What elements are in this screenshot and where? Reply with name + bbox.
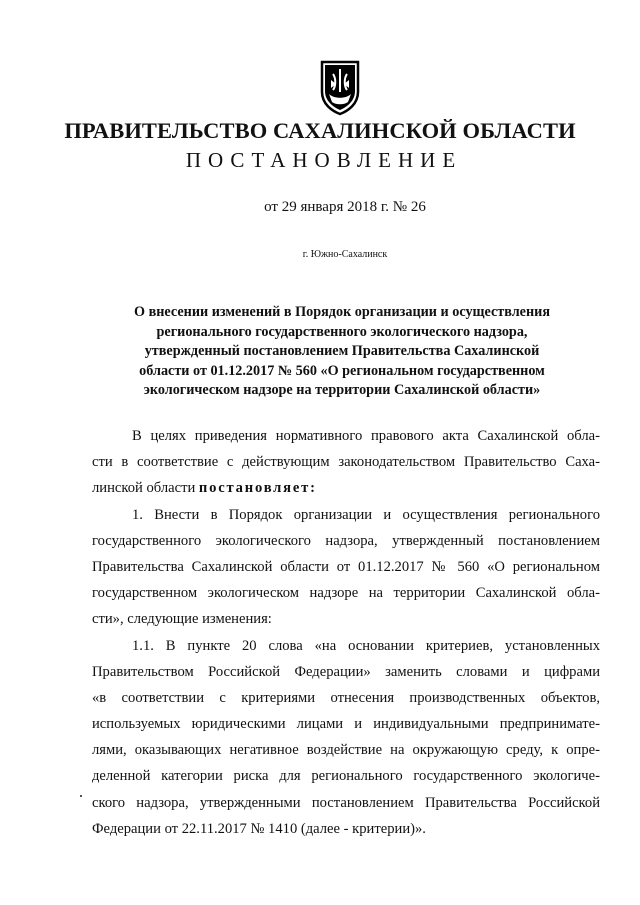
subject-line: регионального государственного экологического надзора,: [156, 323, 528, 340]
document-type: ПОСТАНОВЛЕНИЕ: [185, 148, 463, 172]
text-line: лями, оказывающих негативное воздействие на окружающую среду, к опре-: [92, 742, 600, 759]
government-title: ПРАВИТЕЛЬСТВО САХАЛИНСКОЙ ОБЛАСТИ: [64, 118, 576, 143]
subject-line: экологическом надзоре на территории Сахалинской области»: [143, 382, 541, 398]
text-line: Правительством Российской Федерации» заменить словами и цифрами: [92, 663, 600, 680]
text-line: ского надзора, утвержденными постановлением Правительства Российской: [92, 794, 600, 811]
subject-line: утвержденный постановлением Правительства Сахалинской: [144, 343, 540, 359]
text-line: В целях приведения нормативного правового акта Сахалинской обла-: [132, 428, 600, 444]
text-fragment: линской области: [92, 480, 199, 497]
text-line: используемых юридическими лицами и индивидуальными предпринимате-: [92, 716, 600, 733]
text-line: сти», следующие изменения:: [92, 611, 272, 628]
item-1-paragraph: [92, 502, 600, 633]
text-line: Федерации от 22.11.2017 № 1410 (далее - критерии)».: [92, 820, 426, 837]
text-line: «в соответствии с критериями отнесения производственных объектов,: [92, 689, 600, 706]
text-line: сти в соответствие с действующим законодательством Правительство Саха-: [92, 454, 600, 471]
decree-word: постановляет:: [198, 480, 317, 497]
preamble-paragraph: [92, 423, 600, 502]
text-line: государственном экологическом надзоре на территории Сахалинской обла-: [92, 585, 600, 602]
text-line: [92, 475, 600, 501]
text-line: Правительства Сахалинской области от 01.12.2017 № 560 «О региональном: [92, 558, 600, 575]
text-line: 1. Внести в Порядок организации и осуществления регионального: [132, 506, 600, 523]
subject-line: О внесении изменений в Порядок организации и осуществления: [133, 304, 551, 320]
document-city: г. Южно-Сахалинск: [302, 249, 388, 260]
coat-of-arms-icon: [318, 58, 362, 116]
document-date-number: от 29 января 2018 г. № 26: [264, 199, 426, 215]
document-body: [92, 423, 600, 842]
subject-line: области от 01.12.2017 № 560 «О региональном государственном: [139, 362, 545, 379]
document-subject: [80, 303, 604, 401]
text-line: 1.1. В пункте 20 слова «на основании критериев, установленных: [132, 637, 600, 654]
text-line: деленной категории риска для регионального государственного экологиче-: [92, 768, 600, 785]
item-1-1-paragraph: [92, 633, 600, 843]
text-line: государственного экологического надзора, утвержденный постановлением: [92, 532, 600, 549]
scan-speck: [80, 795, 82, 797]
